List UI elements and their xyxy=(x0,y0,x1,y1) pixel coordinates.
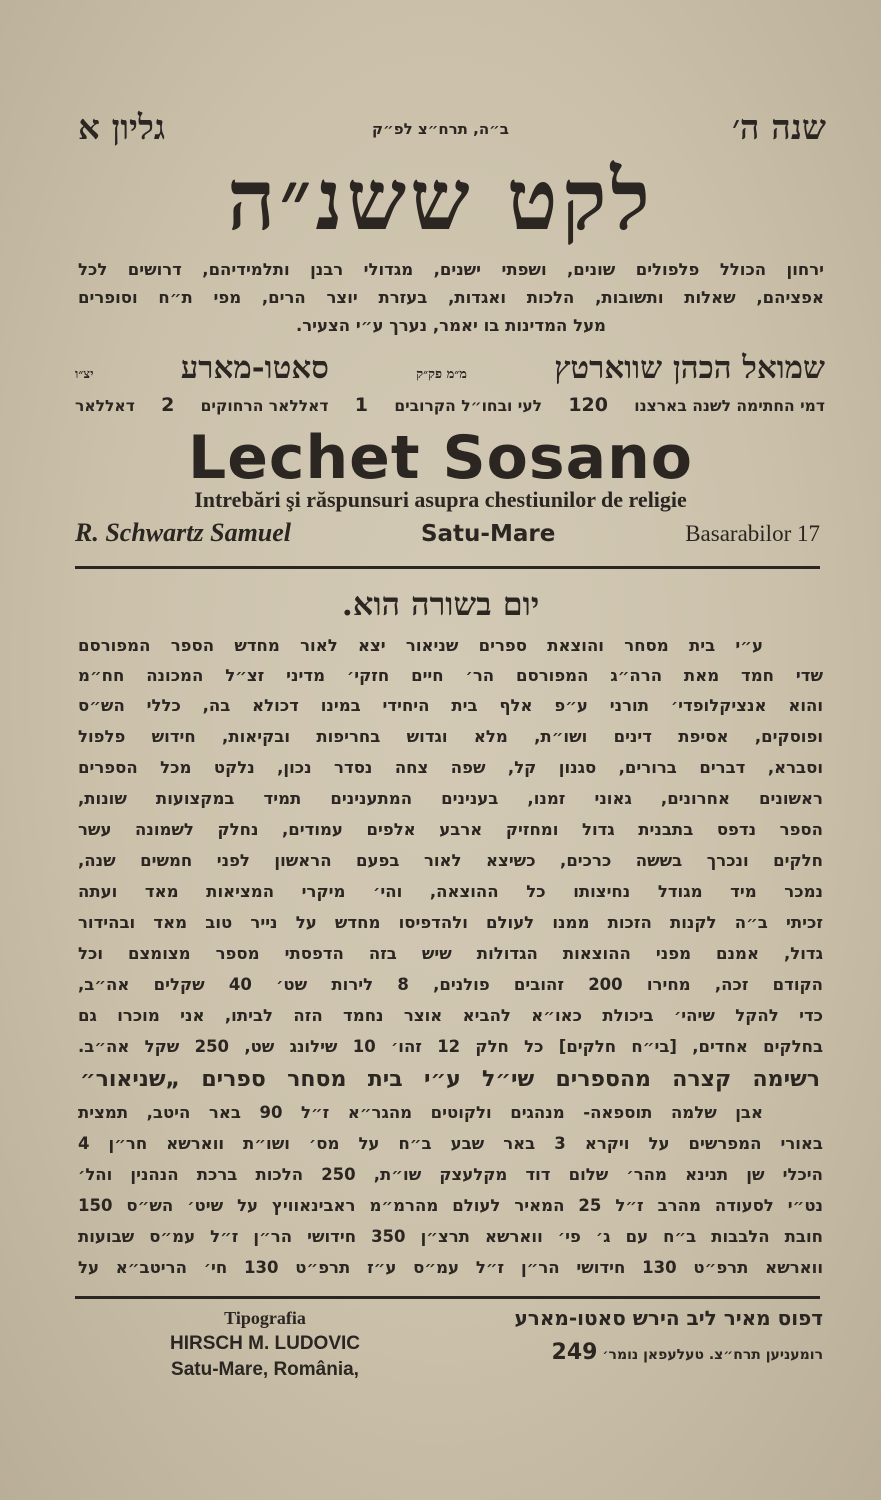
book-list-line: ווארשא תרפ״ט 130 חידושי הר״ן ז״ל עמ״ס ע״ז תרפ״ט 130 חי׳ הריטב״א על xyxy=(78,1258,823,1277)
printer-imprint-hebrew: דפוס מאיר ליב הירש סאטו-מארע xyxy=(514,1306,823,1330)
printer-phone-line xyxy=(552,1340,823,1365)
body-line: גדול, אמנם מפני ההוצאות הגדולות שיש בזה הדפסתי מספר מצומצם וכל xyxy=(78,944,823,963)
editor-city: סאטו-מארע xyxy=(180,350,329,386)
editor-suffix: יצ״ו xyxy=(75,367,94,382)
editor-line xyxy=(75,350,825,386)
subscription-price-far: 2 xyxy=(161,394,175,416)
body-line: חלקים ונכרך בששה כרכים, כשיצא לאור בפעם הראשון לפני חמשים שנה, xyxy=(78,851,823,870)
body-line: כדי להקל שיהי׳ ביכולת כאו״א להביא אוצר נחמד הזה לביתו, אני מוכרו גם xyxy=(78,1006,823,1025)
announcement-heading: יום בשורה הוא. xyxy=(341,585,540,623)
body-line: הקודם זכה, מחירו 200 זהובים פולנים, 8 לירות שט׳ 40 שקלים אה״ב, xyxy=(78,975,824,994)
subscription-price-local: 120 xyxy=(568,394,608,416)
body-line: בחלקים אחדים, [בי״ח חלקים] כל חלק 12 זהו׳ 10 שילונג שט, 250 שקל אה״ב. xyxy=(78,1037,824,1056)
imprint-line: Tipografia xyxy=(224,1308,306,1328)
subscription-text: דאללאר הרחוקים xyxy=(200,397,329,415)
book-list-line: היכלי שן תנינא מהר׳ שלום דוד מקלעצק שו״ת, 250 הלכות ברכת הנהנין והל׳ xyxy=(78,1165,823,1184)
body-line: שדי חמד מאת הרה״ג המפורסם הר׳ חיים חזקי׳ מדיני זצ״ל המכונה חח״מ xyxy=(78,666,823,685)
book-list-line: אבן שלמה תוספאה- מנהגים ולקוטים מהגר״א ז״ל 90 באר היטב, תמצית xyxy=(78,1103,763,1122)
romanian-address: Basarabilor 17 xyxy=(685,521,820,546)
intro-line: אפציהם, שאלות ותשובות, הלכות ואגדות, בעזרת יוצר הרים, מפי ת״ח וסופרים xyxy=(78,288,824,307)
body-line: וסברא, דברים ברורים, סגנון קל, שפה צחה נסדר נכון, נלקט מכל הספרים xyxy=(78,758,823,777)
subscription-price-near: 1 xyxy=(354,394,369,416)
year-label: שנה ה׳ xyxy=(732,108,826,148)
latin-title: Lechet Sosano xyxy=(187,423,694,493)
imprint-line: HIRSCH M. LUDOVIC xyxy=(170,1333,360,1354)
body-line: הספר נדפס בתבנית גדול ומחזיק ארבע אלפים עמודים, נחלק לשמונה עשר xyxy=(78,820,823,839)
book-list-line: באורי המפרשים על ויקרא 3 באר שבע ב״ח על מס׳ ושו״ת ווארשא חר״ן 4 xyxy=(78,1134,823,1153)
romanian-city: Satu-Mare xyxy=(420,521,556,547)
imprint-line: Satu-Mare, România, xyxy=(171,1359,359,1380)
subscription-text: לעי ובחו״ל הקרובים xyxy=(394,397,543,415)
issue-label: גליון א xyxy=(78,108,166,148)
body-line: והוא אנציקלופדי׳ תורני ע״פ אלף בית היחידי במינו דכולא בה, כללי הש״ס xyxy=(78,696,823,715)
body-line: נמכר מיד מגודל נחיצותו כל ההוצאה, והי׳ מיקרי המציאות מאד ועתה xyxy=(78,882,823,901)
romanian-name: R. Schwartz Samuel xyxy=(75,518,292,547)
editor-name: שמואל הכהן שווארטץ xyxy=(554,350,825,386)
book-list-line: נט״י לסעודה מהרב ז״ל 25 המאיר לעולם מהרמ״מ ראבינאוויץ על שיט׳ הש״ס 150 xyxy=(78,1196,823,1215)
body-line: ופוסקים, אסיפת דינים ושו״ת, מלא וגדוש בחריפות ובקיאות, חידוש פלפול xyxy=(78,727,823,746)
phone-number: 249 xyxy=(551,1340,598,1365)
subscription-text: דמי החתימה לשנה בארצנו xyxy=(634,397,825,415)
intro-line: מעל המדינות בו יאמר, נערך ע״י הצעיר. xyxy=(295,316,606,335)
subscription-text: דאללאר xyxy=(75,397,135,415)
divider xyxy=(75,1296,820,1299)
intro-line: ירחון הכולל פלפולים שונים, ושפתי ישנים, מגדולי רבנן ותלמידיהם, דרושים לכל xyxy=(78,260,824,279)
subscription-line xyxy=(75,394,825,416)
editor-title: מ״מ פק״ק xyxy=(416,367,467,382)
body-line: זכיתי ב״ה לקנות הזכות ממנו לעולם ולהדפיסו מחדש על נייר טוב מאד ובהידור xyxy=(78,913,823,932)
imprint-line: רומעניען תרח״צ. טעלעפאן נומר׳ xyxy=(602,1347,823,1363)
book-list-heading: רשימה קצרה מהספרים שי״ל ע״י בית מסחר ספרים „שניאור״ xyxy=(80,1067,820,1092)
body-line: ע״י בית מסחר והוצאת ספרים שניאור יצא לאור מחדש הספר המפורסם xyxy=(78,636,763,655)
romanian-subtitle: Intrebări şi răspunsuri asupra chestiunilor de religie xyxy=(194,487,687,512)
masthead-title: לקט ששנ״ה xyxy=(227,150,654,249)
book-list-line: חובת הלבבות ב״ח עם ג׳ פי׳ ווארשא תרצ״ן 350 חידושי הר״ן ז״ל עמ״ס שבועות xyxy=(78,1227,823,1246)
printer-imprint-romanian xyxy=(130,1305,400,1383)
divider xyxy=(75,566,820,569)
date-label: ב״ה, תרח״צ לפ״ק xyxy=(372,120,509,138)
body-line: ראשונים אחרונים, גאוני זמנו, בענינים המתענינים תמיד במקצועות שונות, xyxy=(78,789,823,808)
romanian-contact-line xyxy=(75,518,820,548)
